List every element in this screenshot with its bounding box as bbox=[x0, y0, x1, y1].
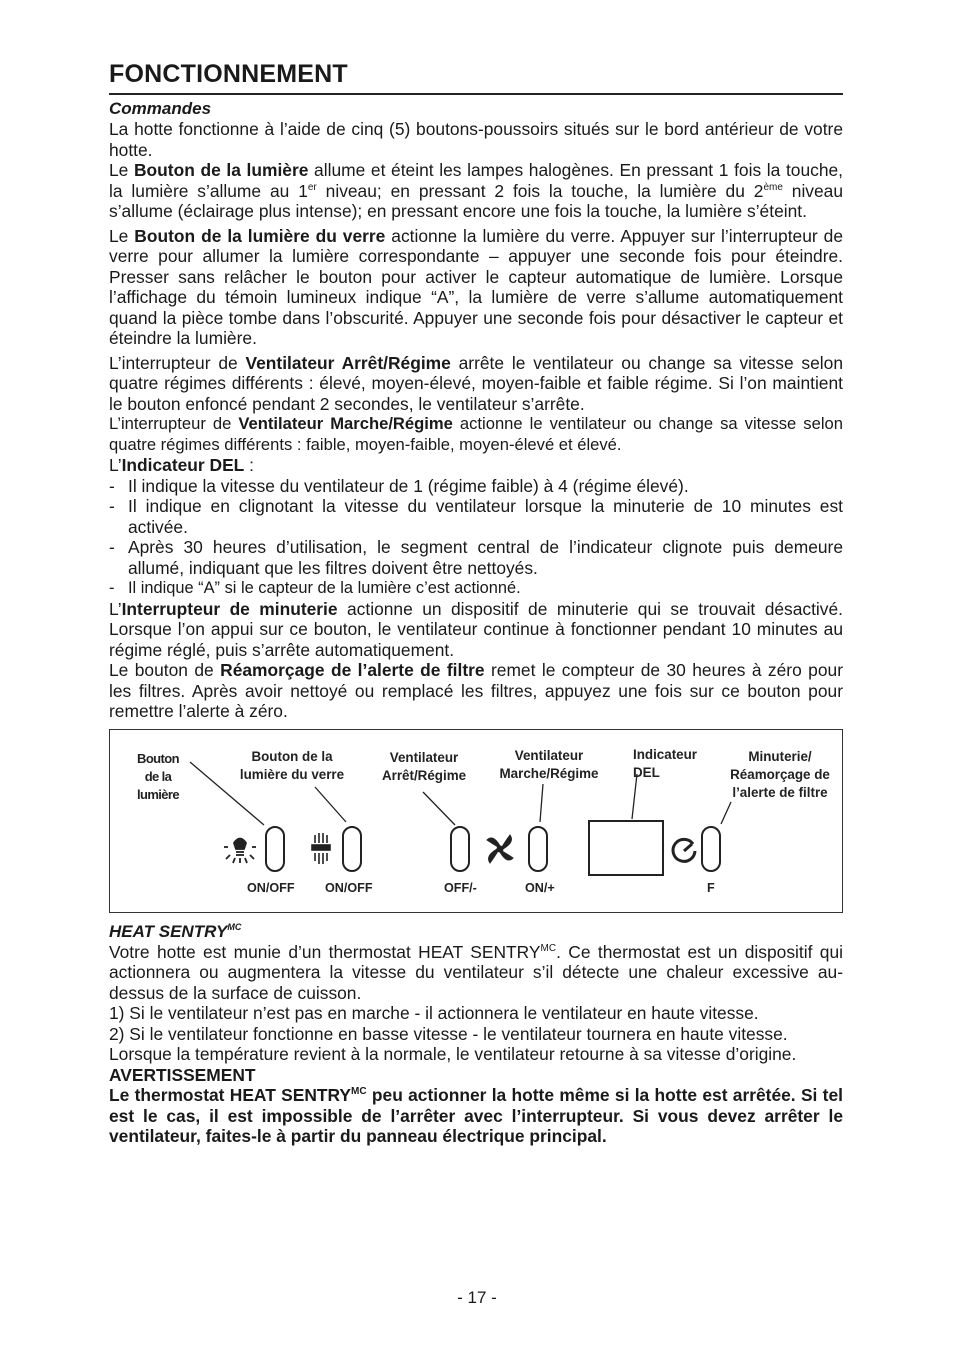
warning-heading: AVERTISSEMENT bbox=[109, 1064, 256, 1085]
light-icon bbox=[223, 831, 257, 865]
led-list-item: - Il indique en clignotant la vitesse du ventilateur lorsque la minuterie de 10 minutes est activée. bbox=[109, 496, 843, 537]
timer-icon bbox=[669, 835, 699, 865]
fan-icon bbox=[483, 832, 517, 866]
glass-light-icon bbox=[310, 831, 332, 867]
paragraph-led: L’Indicateur DEL : bbox=[109, 455, 254, 475]
label-fan-off: Ventilateur Arrêt/Régime bbox=[381, 749, 467, 783]
label-led-indicator: Indicateur DEL bbox=[633, 746, 697, 780]
paragraph-heat-sentry: Votre hotte est munie d’un thermostat HEAT $SENTRY^{MC}$. Ce thermostat est un dispositif qui actionnera ou augmentera la vitesse du ventilateur s’il détecte une chaleur excessive au-dessus de la surface de cuisson. bbox=[109, 941, 843, 1003]
section-heading-commandes: Commandes bbox=[109, 99, 212, 118]
label-light-button: Bouton de la lumière bbox=[136, 750, 180, 802]
paragraph-intro: La hotte fonctionne à l’aide de cinq (5) boutons-poussoirs situés sur le bord antérieur de votre hotte. bbox=[109, 119, 843, 160]
fan-off-button-caption: OFF/- bbox=[444, 880, 477, 895]
light-button[interactable] bbox=[265, 826, 285, 872]
timer-reset-button-caption: F bbox=[707, 880, 715, 895]
glass-light-button[interactable] bbox=[342, 826, 362, 872]
label-glass-button: Bouton de la lumière du verre bbox=[239, 748, 345, 782]
paragraph-heat-sentry-1: 1) Si le ventilateur n’est pas en marche - il actionnera le ventilateur en haute vitesse. bbox=[109, 1003, 759, 1023]
paragraph-filter-reset: Le bouton de Réamorçage de l’alerte de filtre remet le compteur de 30 heures à zéro pour les filtres. Après avoir nettoyé ou remplacé les filtres, appuyez une fois sur ce bouton pour remettre l’alerte à zéro. bbox=[109, 660, 843, 721]
warning-text: Le thermostat HEAT $SENTRY^{MC}$ peu actionner la hotte même si la hotte est arrêtée. Si tel est le cas, il est impossible de l’arrêter avec l’interrupteur. Si vous devez arrêter le ventilateur, faites-le à partir du panneau électrique principal. bbox=[109, 1085, 843, 1146]
page-title: FONCTIONNEMENT bbox=[109, 60, 348, 88]
led-list-item: - Après 30 heures d’utilisation, le segment central de l’indicateur clignote puis demeure allumé, indiquant que les filtres doivent être nettoyés. bbox=[109, 537, 843, 578]
paragraph-timer: L’Interrupteur de minuterie actionne un dispositif de minuterie qui se trouvait désactivé. Lorsque l’on appui sur ce bouton, le ventilateur continue à fonctionner pendant 10 minutes au régime réglé, puis s’arrête automatiquement. bbox=[109, 598, 843, 660]
light-button-caption: ON/OFF bbox=[247, 880, 295, 895]
fan-on-button[interactable] bbox=[528, 826, 548, 872]
title-rule bbox=[109, 93, 843, 95]
paragraph-fan-off: L’interrupteur de Ventilateur Arrêt/Régime arrête le ventilateur ou change sa vitesse selon quatre régimes différents : élevé, moyen-élevé, moyen-faible et faible régime. Si l’on maintient le bouton enfoncé pendant 2 secondes, le ventilateur s’arrête. bbox=[109, 352, 844, 414]
label-fan-on: Ventilateur Marche/Régime bbox=[499, 747, 599, 781]
led-list-item: - Il indique “A” si le capteur de la lumière c’est actionné. bbox=[109, 579, 521, 597]
glass-light-button-caption: ON/OFF bbox=[325, 880, 373, 895]
fan-off-button[interactable] bbox=[450, 826, 470, 872]
label-timer-reset: Minuterie/ Réamorçage de l’alerte de filtre bbox=[730, 748, 830, 800]
paragraph-fan-on: L’interrupteur de Ventilateur Marche/Régime actionne le ventilateur ou change sa vitesse selon quatre régimes différents : faible, moyen-faible, moyen-élevé et élevé. bbox=[109, 414, 843, 454]
timer-reset-button[interactable] bbox=[701, 826, 721, 872]
paragraph-heat-sentry-2: 2) Si le ventilateur fonctionne en basse vitesse - le ventilateur tournera en haute vitesse. bbox=[109, 1023, 788, 1044]
paragraph-light-button: Le Bouton de la lumière allume et éteint les lampes halogènes. En pressant 1 fois la touche, la lumière s’allume au 1er niveau; en pressant 2 fois la touche, la lumière du 2ème niveau s’allume (éclairage plus intense); en pressant encore une fois la touche, la lumière s’éteint. bbox=[109, 160, 844, 221]
section-heading-heat-sentry: HEAT $SENTRY^{MC}$ bbox=[109, 921, 242, 941]
control-panel-diagram bbox=[109, 729, 843, 913]
led-indicator-display bbox=[588, 820, 664, 876]
paragraph-glass-button: Le Bouton de la lumière du verre actionne la lumière du verre. Appuyer sur l’interrupteur de verre pour allumer la lumière correspondante – appuyer une seconde fois pour éteindre. Presser sans relâcher le bouton pour activer le capteur automatique de lumière. Lorsque l’affichage du témoin lumineux indique “A”, la lumière de verre s’allume automatiquement quand la pièce tombe dans l’obscurité. Appuyer une seconde fois pour désactiver le capteur et éteindre la lumière. bbox=[109, 225, 843, 348]
page-content bbox=[109, 58, 843, 1147]
paragraph-heat-sentry-3: Lorsque la température revient à la normale, le ventilateur retourne à sa vitesse d’origine. bbox=[109, 1044, 797, 1064]
page-number: - 17 - bbox=[457, 1288, 497, 1307]
fan-on-button-caption: ON/+ bbox=[525, 880, 555, 895]
led-list-item: - Il indique la vitesse du ventilateur de 1 (régime faible) à 4 (régime élevé). bbox=[109, 475, 689, 496]
